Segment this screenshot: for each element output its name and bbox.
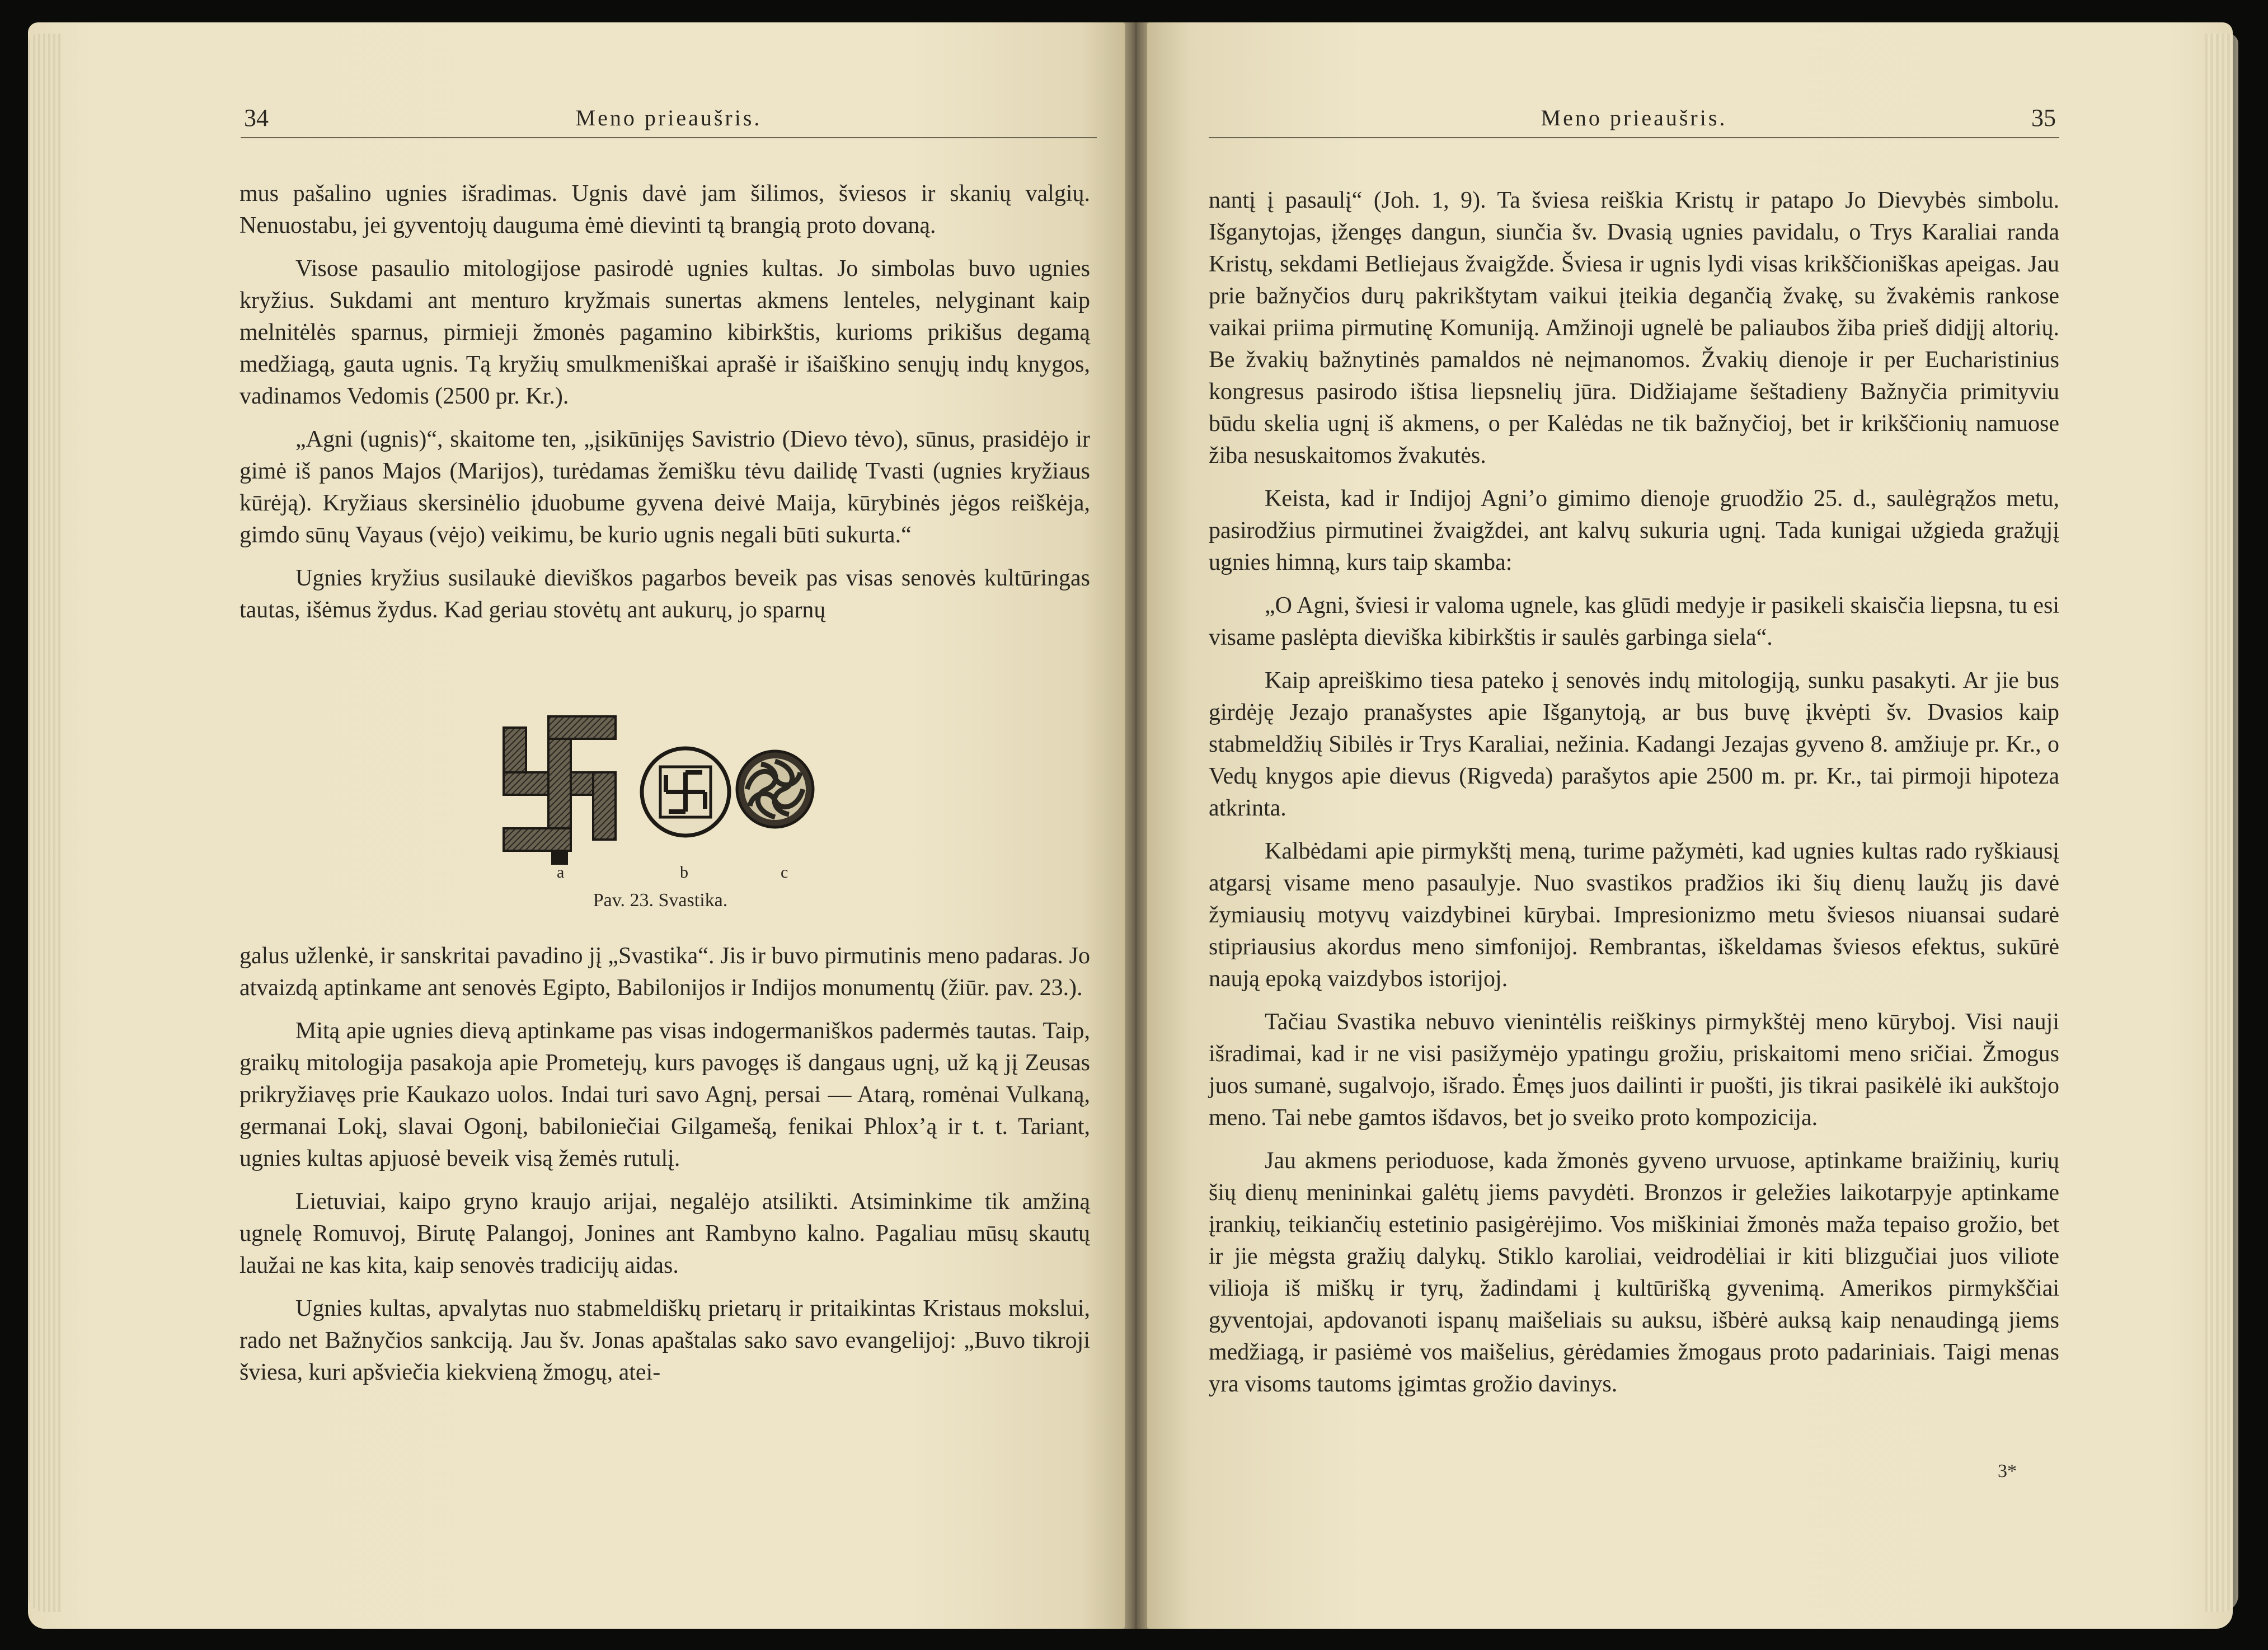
swastika-coin-c bbox=[737, 751, 813, 827]
paragraph: Kaip apreiškimo tiesa pateko į senovės indų mitologiją, sunku pasakyti. Ar jie bus girdėję Jezajo pranašystes apie Išganytoją, ar bus buvę įkvėpti šv. Dvasios kaip stabmeldžių Sibilės ir Trys Karaliai, nežinia. Kadangi Jezajas gyveno 8. amžiuje pr. Kr., o Vedų knygos apie dievus (Rigveda) parašytos apie 2500 m. pr. Kr., tai pirmoji hipoteza atkrinta. bbox=[1209, 668, 2059, 821]
paragraph: Mitą apie ugnies dievą aptinkame pas visas indogermaniškos padermės tautas. Taip, graikų mitologija pasakoja apie Prometejų, kurs pavogęs iš dangaus ugnį, už ką jį Zeusas prikryžiavęs prie Kaukazo uolos. Indai turi savo Agnį, persai — Atarą, romėnai Vulkaną, germanai Lokį, slavai Ogonį, babiloniečiai Gilgamešą, fenikai Phlox’ą ir t. t. Tariant, ugnies kultas apjuosė beveik visą žemės rutulį. bbox=[240, 1018, 1090, 1171]
swastika-coin-b bbox=[642, 748, 729, 836]
paragraph: „O Agni, šviesi ir valoma ugnele, kas glūdi medyje ir pasikeli skaisčia liepsna, tu esi visame paslėpta dieviška kibirkštis ir saulės garbinga siela“. bbox=[1209, 593, 2059, 650]
left-page-edge bbox=[28, 34, 62, 1612]
paragraph: Ugnies kryžius susilaukė dieviškos pagarbos beveik pas visas senovės kultūringas tautas, išėmus žydus. Kad geriau stovėtų ant aukurų, jo sparnų bbox=[240, 565, 1090, 623]
right-page-number: 35 bbox=[2031, 104, 2056, 132]
paragraph: mus pašalino ugnies išradimas. Ugnis davė jam šilimos, šviesos ir skanių valgių. Nenuostabu, jei gyventojų dauguma ėmė dievinti tą brangią proto dovaną. bbox=[240, 181, 1090, 238]
right-page-header bbox=[1209, 98, 2059, 138]
paragraph: Ugnies kultas, apvalytas nuo stabmeldiškų prietarų ir pritaikintas Kristaus mokslui, rado net Bažnyčios sankciją. Jau šv. Jonas apaštalas sako savo evangelijoj: „Buvo tikroji šviesa, kuri apšviečia kiekvieną žmogų, atei- bbox=[240, 1296, 1090, 1385]
paragraph: nantį į pasaulį“ (Joh. 1, 9). Ta šviesa reiškia Kristų ir patapo Jo Dievybės simbolu. Išganytojas, įžengęs dangun, siunčia šv. Dvasią ugnies pavidalu, o Trys Karaliai randa Kristų, sekdami Betliejaus žvaigžde. Šviesa ir ugnis lydi visas krikščioniškas apeigas. Jau prie bažnyčios durų pakrikštytam vaikui įteikia degančią žvakę, su žvakėmis rankose vaikai priima pirmutinę Komuniją. Amžinoji ugnelė be paliaubos žiba prieš didįjį altorių. Be žvakių bažnytinės pamaldos nė neįmanomos. Žvakių dienoje ir per Eucharistinius kongresus pasirodo ištisa liepsnelių jūra. Didžiajame šeštadieny Bažnyčia primityviu būdu skelia ugnį iš akmens, o per Kalėdas ne tik bažnyčioj, bet ir krikščionių namuose žiba nesuskaitomos žvakutės. bbox=[1209, 187, 2059, 468]
paragraph: Visose pasaulio mitologijose pasirodė ugnies kultas. Jo simbolas buvo ugnies kryžius. Sukdami ant menturo kryžmais sunertas akmens lenteles, nelyginant kaip melnitėlės sparnus, pirmieji žmonės pagamino kibirkštis, kurioms prikišus degamą medžiagą, gauta ugnis. Tą kryžių smulkmeniškai aprašė ir išaiškino senųjų indų knygos, vadinamos Vedomis (2500 pr. Kr.). bbox=[240, 256, 1090, 409]
paragraph: Keista, kad ir Indijoj Agni’o gimimo dienoje gruodžio 25. d., saulėgrąžos metu, pasirodžius pirmutinei žvaigždei, ant kalvų sukuria ugnį. Tada kunigai užgieda gražųjį ugnies himną, kurs taip skamba: bbox=[1209, 486, 2059, 575]
figure-label-b: b bbox=[680, 863, 688, 882]
left-bottom-text bbox=[240, 940, 1090, 1400]
left-page-number: 34 bbox=[244, 104, 269, 132]
figure-caption: Pav. 23. Svastika. bbox=[593, 890, 728, 911]
figure-label-a: a bbox=[557, 863, 565, 882]
paragraph: Lietuviai, kaipo gryno kraujo arijai, negalėjo atsilikti. Atsiminkime tik amžiną ugnelę Romuvoj, Birutę Palangoj, Jonines ant Rambyno kalno. Pagaliau mūsų skautų laužai ne kas kita, kaip senovės tradicijų aidas. bbox=[240, 1189, 1090, 1278]
paragraph: Tačiau Svastika nebuvo vienintėlis reiškinys pirmykštėj meno kūryboj. Visi nauji išradimai, kad ir ne visi pasižymėjo ypatingu grožiu, priskaitomi meno sričiai. Žmogus juos sumanė, sugalvojo, išrado. Ėmęs juos dailinti ir puošti, jis tikrai pasikėlė iki aukštojo meno. Tai nebe gamtos išdavos, bet jo sveiko proto kompozicija. bbox=[1209, 1009, 2059, 1131]
right-page-edge bbox=[2205, 34, 2238, 1612]
left-top-text bbox=[240, 178, 1090, 638]
left-page-header bbox=[241, 98, 1097, 138]
right-text bbox=[1209, 185, 2059, 1412]
right-running-title: Meno prieaušris. bbox=[1541, 105, 1727, 130]
paragraph: Kalbėdami apie pirmykštį meną, turime pažymėti, kad ugnies kultas rado ryškiausį atgarsį visame meno pasaulyje. Nuo svastikos pradžios iki šių dienų laužų jis davė žymiausių motyvų vaizdybinei kūrybai. Impresionizmo metu šviesos niuansai sudarė stipriausius akordus meno simfonijoj. Rembrantas, iškeldamas šviesos efektus, sukūrė naują epoką vaizdybos istorijoj. bbox=[1209, 838, 2059, 992]
left-running-title: Meno prieaušris. bbox=[575, 105, 762, 130]
paragraph: Jau akmens perioduose, kada žmonės gyveno urvuose, aptinkame braižinių, kurių šių dienų menininkai galėtų jiems pavydėti. Bronzos ir geležies laikotarpyje aptinkame įrankių, teikiančių estetinio pasigėrėjimo. Vos miškiniai žmonės maža tepaiso grožio, bet ir jie mėgsta gražių dalykų. Stiklo karoliai, veidrodėliai ir kiti blizgučiai juos viliote vilioja iš miškų ir tyrų, žadindami į kultūrišką gyvenimą. Amerikos pirmykščiai gyventojai, apdovanoti ispanų maišeliais su auksu, išbėrė auksą kaip nenaudingą jiems medžiagą, ir pasiėmė vos maišelius, gėrėdamies žmogaus proto padariniais. Taigi menas yra visoms tautoms įgimtas grožio davinys. bbox=[1209, 1148, 2059, 1397]
paragraph: galus užlenkė, ir sanskritai pavadino jį „Svastika“. Jis ir buvo pirmutinis meno padaras. Jo atvaizdą aptinkame ant senovės Egipto, Babilonijos ir Indijos monumentų (žiūr. pav. 23.). bbox=[240, 943, 1090, 1001]
swastika-illustration bbox=[492, 705, 828, 868]
paragraph: „Agni (ugnis)“, skaitome ten, „įsikūnijęs Savistrio (Dievo tėvo), sūnus, prasidėjo ir gimė iš panos Majos (Marijos), turėdamas žemišku tėvu dailidę Tvasti (ugnies kryžiaus kūrėją). Kryžiaus skersinėlio įduobume gyvena deivė Maija, kūrybinės jėgos reiškėja, gimdo sūnų Vayaus (vėjo) veikimu, be kurio ugnis negali būti sukurta.“ bbox=[240, 426, 1090, 548]
swastika-a bbox=[504, 716, 616, 865]
figure-label-c: c bbox=[781, 863, 788, 882]
signature-mark: 3* bbox=[1998, 1461, 2017, 1482]
